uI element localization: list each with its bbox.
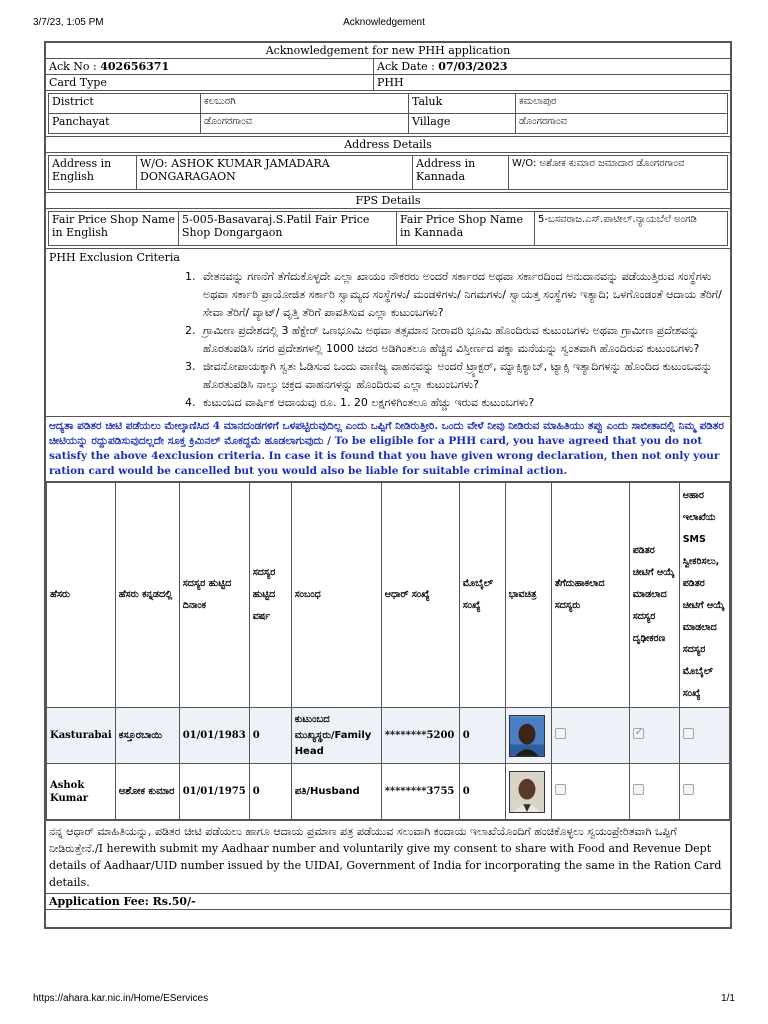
fps-section-title: FPS Details — [46, 193, 731, 209]
address-section — [46, 153, 731, 193]
fps-en-label: Fair Price Shop Name in English — [49, 212, 179, 246]
col-header-removed: ತೆಗೆದುಹಾಕಲಾದ ಸದಸ್ಯರು — [551, 483, 629, 708]
exclusion-item: 4. ಕುಟುಂಬದ ವಾರ್ಷಿಕ ಆದಾಯವು ರೂ. 1. 20 ಲಕ್ಷಗಳಿಗಿಂತಲೂ ಹೆಚ್ಚು ಇರುವ ಕುಟುಂಬಗಳು? — [199, 394, 727, 412]
exclusion-list — [49, 268, 727, 412]
member-aadhaar: ********3755 — [381, 764, 459, 820]
member-relation: ಪತಿ/Husband — [291, 764, 381, 820]
members-table — [46, 482, 730, 820]
location-table — [48, 93, 728, 134]
location-section — [46, 91, 731, 137]
col-header-mobile: ಮೊಬೈಲ್ ಸಂಖ್ಯೆ — [459, 483, 505, 708]
col-header-photo: ಭಾವಚಿತ್ರ — [505, 483, 551, 708]
application-fee: Application Fee: Rs.50/- — [46, 894, 731, 910]
removed-checkbox[interactable] — [555, 728, 566, 739]
member-mobile: 0 — [459, 764, 505, 820]
print-page-number: 1/1 — [721, 993, 735, 1004]
ack-no-value: 402656371 — [100, 60, 170, 73]
address-table — [48, 155, 728, 190]
address-en-label: Address in English — [49, 156, 137, 190]
member-dob: 01/01/1975 — [179, 764, 249, 820]
fps-kn-label: Fair Price Shop Name in Kannada — [397, 212, 535, 246]
card-type-label: Card Type — [46, 75, 374, 91]
member-removed-cell — [551, 764, 629, 820]
exclusion-item: 1. ವೇತನವನ್ನು ಗಣನೆಗೆ ತೆಗೆದುಕೊಳ್ಳದೇ ಎಲ್ಲಾ ಖಾಯಂ ನೌಕರರು ಅಂದರೆ ಸರ್ಕಾರದ ಅಥವಾ ಸರ್ಕಾರದಿಂದ ಅನುದಾನವನ್ನು ಪಡೆಯುತ್ತಿರುವ ಸಂಸ್ಥೆಗಳು ಅಥವಾ ಸರ್ಕಾರಿ ಪ್ರಾಯೋಜಿತ ಸರ್ಕಾರಿ ಸ್ವಾಮ್ಯದ ಸಂಸ್ಥೆಗಳು/ ಮಂಡಳಿಗಳು/ ನಿಗಮಗಳು/ ಸ್ವಾಯತ್ತ ಸಂಸ್ಥೆಗಳು ಇತ್ಯಾದಿ; ಒಳಗೊಂಡಂತೆ ಆದಾಯ ತೆರಿಗೆ/ ಸೇವಾ ತೆರಿಗೆ/ ವ್ಯಾಟ್/ ವೃತ್ತಿ ತೆರಿಗೆ ಪಾವತಿಸುವ ಎಲ್ಲಾ ಕುಟುಂಬಗಳು? — [199, 268, 727, 322]
eligibility-warning: ಆದ್ಯತಾ ಪಡಿತರ ಚೀಟಿ ಪಡೆಯಲು ಮೇಲ್ಕಾಣಿಸಿದ 4 ಮಾನದಂಡಗಳಿಗೆ ಒಳಪಟ್ಟಿರುವುದಿಲ್ಲ ಎಂದು ಒಪ್ಪಿಗೆ ನೀಡಿರುತ್ತೀರಿ. ಒಂದು ವೇಳೆ ನೀವು ನೀಡಿರುವ ಮಾಹಿತಿಯು ತಪ್ಪು ಎಂದು ಸಾಬೀತಾದಲ್ಲಿ ನಿಮ್ಮ ಪಡಿತರ ಚೀಟಿಯನ್ನು ರದ್ದುಪಡಿಸುವುದಲ್ಲದೇ ಸೂಕ್ತ ಕ್ರಿಮಿನಲ್ ಮೊಕದ್ದಮೆ ಹೂಡಲಾಗುವುದು / To be eligible for a PHH card, you have agreed that you do not satisfy the above 4exclusion criteria. In case it is found that you have given wrong declaration, then not only your ration card would be cancelled but you would also be liable for suitable criminal action. — [46, 417, 731, 482]
member-photo-cell — [505, 764, 551, 820]
table-row — [47, 708, 730, 764]
address-en-value: W/O: ASHOK KUMAR JAMADARA DONGARAGAON — [137, 156, 413, 190]
panchayat-value: ಡೊಂಗರಗಾಂವ — [201, 114, 409, 134]
member-name: Kasturabai — [47, 708, 116, 764]
member-photo-cell — [505, 708, 551, 764]
member-relation: ಕುಟುಂಬದ ಮುಖ್ಯಸ್ಥರು/Family Head — [291, 708, 381, 764]
fps-table — [48, 211, 728, 246]
village-value: ಡೊಂಗರಗಾಂವ — [516, 114, 728, 134]
member-name-kn: ಕಸ್ತೂರಬಾಯಿ — [115, 708, 179, 764]
col-header-name: ಹೆಸರು — [47, 483, 116, 708]
print-url: https://ahara.kar.nic.in/Home/EServices — [33, 993, 209, 1004]
removed-checkbox[interactable] — [555, 784, 566, 795]
document-title: Acknowledgement for new PHH application — [46, 43, 731, 59]
member-photo — [509, 771, 545, 813]
exclusion-item: 3. ಜೀವನೋಪಾಯಕ್ಕಾಗಿ ಸ್ವತಃ ಓಡಿಸುವ ಒಂದು ವಾಣಿಜ್ಯ ವಾಹನವನ್ನು ಅಂದರೆ ಟ್ರ್ಯಾಕ್ಟರ್, ಮ್ಯಾಕ್ಸಿಕ್ಯಾಬ್, ಟ್ಯಾಕ್ಸಿ ಇತ್ಯಾದಿಗಳನ್ನು ಹೊಂದಿದ ಕುಟುಂಬವನ್ನು ಹೊರತುಪಡಿಸಿ ನಾಲ್ಕು ಚಕ್ರದ ವಾಹನಗಳನ್ನು ಹೊಂದಿರುವ ಎಲ್ಲಾ ಕುಟುಂಬಗಳು? — [199, 358, 727, 394]
exclusion-criteria — [46, 249, 731, 417]
print-header — [33, 17, 735, 31]
ack-no-cell — [46, 59, 374, 75]
col-header-sms: ಆಹಾರ ಇಲಾಖೆಯ SMS ಸ್ವೀಕರಿಸಲು, ಪಡಿತರ ಚೀಟಿಗೆ ಆಯ್ಕೆ ಮಾಡಲಾದ ಸದಸ್ಯರ ಮೊಬೈಲ್ ಸಂಖ್ಯೆ — [679, 483, 729, 708]
address-kn-value: W/O: ಅಶೋಕ ಕುಮಾರ ಜಮಾದಾರ ಡೊಂಗರಗಾಂವ — [509, 156, 728, 190]
taluk-label: Taluk — [409, 94, 516, 114]
member-dob: 01/01/1983 — [179, 708, 249, 764]
member-year: 0 — [249, 708, 291, 764]
col-header-name-kn: ಹೆಸರು ಕನ್ನಡದಲ್ಲಿ — [115, 483, 179, 708]
village-label: Village — [409, 114, 516, 134]
member-name: Ashok Kumar — [47, 764, 116, 820]
ack-header-table — [45, 42, 731, 928]
district-label: District — [49, 94, 201, 114]
aadhaar-consent: ನನ್ನ ಆಧಾರ್ ಮಾಹಿತಿಯನ್ನು, ಪಡಿತರ ಚೀಟಿ ಪಡೆಯಲು ಹಾಗೂ ಆದಾಯ ಪ್ರಮಾಣ ಪತ್ರ ಪಡೆಯುವ ಸಲುವಾಗಿ ಕಂದಾಯ ಇಲಾಖೆಯೊಂದಿಗೆ ಹಂಚಿಕೊಳ್ಳಲು ಸ್ವಯಂಪ್ರೇರಿತವಾಗಿ ಒಪ್ಪಿಗೆ ನೀಡಿರುತ್ತೇನೆ./I herewith submit my Aadhaar number and voluntarily give my consent to share with Food and Revenue Dept details of Aadhaar/UID number issued by the UIDAI, Government of India for incorporating the same in the Ration Card details. — [46, 821, 731, 894]
card-type-value: PHH — [374, 75, 731, 91]
district-value: ಕಲಬುರಗಿ — [201, 94, 409, 114]
member-name-kn: ಅಶೋಕ ಕುಮಾರ — [115, 764, 179, 820]
members-section — [46, 482, 731, 821]
ack-date-cell — [374, 59, 731, 75]
col-header-year: ಸದಸ್ಯರ ಹುಟ್ಟಿದ ವರ್ಷ — [249, 483, 291, 708]
member-photo — [509, 715, 545, 757]
table-row — [47, 764, 730, 820]
fps-en-value: 5-005-Basavaraj.S.Patil Fair Price Shop Dongargaon — [179, 212, 397, 246]
col-header-aadhaar: ಆಧಾರ್ ಸಂಖ್ಯೆ — [381, 483, 459, 708]
acknowledgement-document — [44, 41, 732, 929]
sms-checkbox[interactable] — [683, 728, 694, 739]
member-selected-cell — [629, 764, 679, 820]
member-year: 0 — [249, 764, 291, 820]
member-sms-cell — [679, 708, 729, 764]
address-kn-label: Address in Kannada — [413, 156, 509, 190]
selected-checkbox[interactable] — [633, 784, 644, 795]
member-mobile: 0 — [459, 708, 505, 764]
col-header-selected: ಪಡಿತರ ಚೀಟಿಗೆ ಆಯ್ಕೆ ಮಾಡಲಾದ ಸದಸ್ಯರ ದೃಢೀಕರಣ — [629, 483, 679, 708]
col-header-relation: ಸಂಬಂಧ — [291, 483, 381, 708]
fps-section — [46, 209, 731, 249]
ack-no-label: Ack No : — [49, 60, 97, 73]
print-page-title: Acknowledgement — [343, 17, 425, 28]
panchayat-label: Panchayat — [49, 114, 201, 134]
col-header-dob: ಸದಸ್ಯರ ಹುಟ್ಟಿದ ದಿನಾಂಕ — [179, 483, 249, 708]
member-sms-cell — [679, 764, 729, 820]
ack-date-value: 07/03/2023 — [438, 60, 508, 73]
selected-checkbox[interactable] — [633, 728, 644, 739]
exclusion-item: 2. ಗ್ರಾಮೀಣ ಪ್ರದೇಶದಲ್ಲಿ 3 ಹೆಕ್ಟೇರ್ ಒಣಭೂಮಿ ಅಥವಾ ತತ್ಸಮಾನ ನೀರಾವರಿ ಭೂಮಿ ಹೊಂದಿರುವ ಕುಟುಂಬಗಳು ಅಥವಾ ಗ್ರಾಮೀಣ ಪ್ರದೇಶವನ್ನು ಹೊರತುಪಡಿಸಿ ನಗರ ಪ್ರದೇಶಗಳಲ್ಲಿ 1000 ಚದರ ಅಡಿಗಿಂತಲೂ ಹೆಚ್ಚಿನ ವಿಸ್ತೀರ್ಣದ ಪಕ್ಕಾ ಮನೆಯನ್ನು ಸ್ವಂತವಾಗಿ ಹೊಂದಿರುವ ಕುಟುಂಬಗಳು? — [199, 322, 727, 358]
member-removed-cell — [551, 708, 629, 764]
sms-checkbox[interactable] — [683, 784, 694, 795]
fps-kn-value: 5-ಬಸವರಾಜ.ಎಸ್.ಪಾಟೀಲ್.ನ್ಯಾಯಬೆಲೆ ಅಂಗಡಿ — [535, 212, 728, 246]
taluk-value: ಕಮಲಾಪುರ — [516, 94, 728, 114]
print-datetime: 3/7/23, 1:05 PM — [33, 17, 104, 28]
empty-row — [46, 910, 731, 928]
address-section-title: Address Details — [46, 137, 731, 153]
ack-date-label: Ack Date : — [377, 60, 435, 73]
exclusion-criteria-title: PHH Exclusion Criteria — [49, 251, 180, 264]
member-aadhaar: ********5200 — [381, 708, 459, 764]
member-selected-cell — [629, 708, 679, 764]
print-footer — [33, 993, 735, 1007]
